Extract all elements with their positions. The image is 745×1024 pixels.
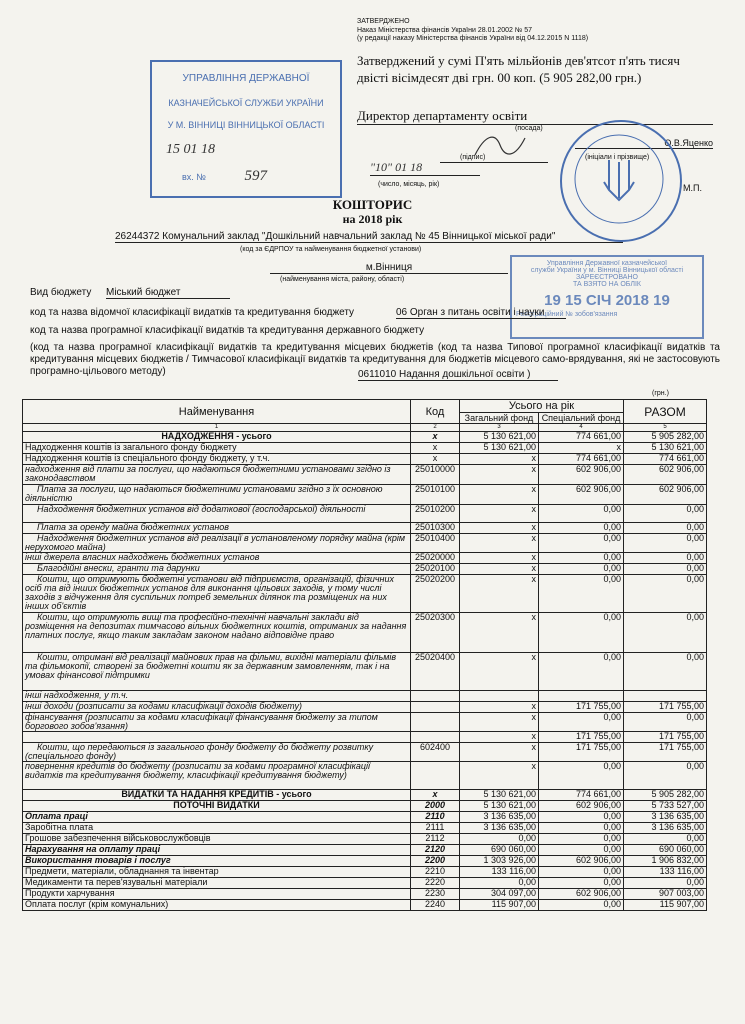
cell-t: 602 906,00 [624,485,707,505]
cell-g: 304 097,00 [460,889,539,900]
cell-t: 0,00 [624,575,707,613]
cell-code [411,713,460,732]
cell-code [411,691,460,702]
cell-name: Кошти, що отримують бюджетні установи від підприємств, організацій, фізичних осіб та від інших бюджетних установ для виконання цільових заходів, у тому числі заходів з відчуження для суспільних потреб земельних ділянок та розміщених на них інших об'єктів [23,575,411,613]
cell-code: х [411,454,460,465]
col-header-name: Найменування [23,400,411,424]
cell-s: 0,00 [539,613,624,653]
cell-s: 171 755,00 [539,732,624,743]
cell-g: 5 130 621,00 [460,801,539,812]
cell-code: 2111 [411,823,460,834]
cell-t: 0,00 [624,505,707,523]
treasury-stamp-line2: КАЗНАЧЕЙСЬКОЇ СЛУЖБИ УКРАЇНИ [168,98,324,108]
cell-code: 25010300 [411,523,460,534]
cell-code: 2000 [411,801,460,812]
cell-g: х [460,523,539,534]
treasury-stamp-date: 15 01 18 [166,142,215,157]
dept-classification-value: 06 Орган з питань освіти і науки [396,307,566,319]
cell-g: х [460,575,539,613]
cell-s: 0,00 [539,553,624,564]
col-header-general: Загальний фонд [460,413,539,424]
approval-title: ЗАТВЕРДЖЕНО [357,18,410,25]
cell-name: інші джерела власних надходжень бюджетних установ [23,553,411,564]
cell-code: 602400 [411,743,460,762]
cell-code: 25010000 [411,465,460,485]
cell-s: 602 906,00 [539,801,624,812]
cell-t: 0,00 [624,613,707,653]
cell-t: 0,00 [624,762,707,790]
cell-name: Нарахування на оплату праці [23,845,411,856]
registration-stamp [510,255,704,339]
cell-t: 602 906,00 [624,465,707,485]
treasury-stamp [150,60,342,198]
cell-g: 3 136 635,00 [460,812,539,823]
document-title: КОШТОРИС [332,197,413,212]
cell-t: 171 755,00 [624,702,707,713]
table-row [23,553,707,564]
cell-g: 5 130 621,00 [460,443,539,454]
cell-s: 774 661,00 [539,432,624,443]
table-row [23,823,707,834]
cell-code: 2210 [411,867,460,878]
num-cell: 5 [624,424,707,432]
cell-name: Заробітна плата [23,823,411,834]
table-row [23,564,707,575]
cell-t: 171 755,00 [624,743,707,762]
treasury-stamp-line3: У М. ВІННИЦІ ВІННИЦЬКОЇ ОБЛАСТІ [167,120,325,130]
local-classification-value: 0611010 Надання дошкільної освіти ) [358,369,558,381]
cell-s: 171 755,00 [539,743,624,762]
cell-g: х [460,465,539,485]
table-row [23,856,707,867]
cell-name: Медикаменти та перев'язувальні матеріали [23,878,411,889]
cell-code: 2240 [411,900,460,911]
cell-g: 0,00 [460,878,539,889]
cell-name: Кошти, отримані від реалізації майнових прав на фільми, вихідні матеріали фільмів та фільмокопії, створені за бюджетні кошти як за державним замовленням, так і на умовах фінансової підтримки [23,653,411,691]
seal-place: М.П. [683,183,702,193]
cell-name: Надходження бюджетних установ від реалізації в установленому порядку майна (крім нерухомого майна) [23,534,411,553]
table-row [23,443,707,454]
table-row [23,485,707,505]
cell-g: х [460,564,539,575]
treasury-stamp-num: 597 [244,168,267,184]
cell-s: 0,00 [539,762,624,790]
cell-t: 171 755,00 [624,732,707,743]
cell-name: Плата за послуги, що надаються бюджетними установами згідно з їх основною діяльністю [23,485,411,505]
cell-t: 3 136 635,00 [624,812,707,823]
registration-stamp-footer: Реєстраційний № зобов'язання [516,311,618,318]
cell-g: х [460,743,539,762]
cell-name: Надходження коштів із спеціального фонду бюджету, у т.ч. [23,454,411,465]
cell-g: х [460,713,539,732]
cell-s: 0,00 [539,713,624,732]
num-cell: 2 [411,424,460,432]
cell-s: 0,00 [539,867,624,878]
cell-g: 3 136 635,00 [460,823,539,834]
num-cell: 4 [539,424,624,432]
cell-t: 5 905 282,00 [624,790,707,801]
cell-g: 5 130 621,00 [460,432,539,443]
table-row [23,653,707,691]
cell-code: 25020100 [411,564,460,575]
city-name: м.Вінниця [270,262,508,274]
cell-s: 602 906,00 [539,485,624,505]
cell-code: 25020300 [411,613,460,653]
approval-order-line1: Наказ Міністерства фінансів України 28.01.2002 № 57 [357,27,533,34]
cell-name: Оплата послуг (крім комунальних) [23,900,411,911]
cell-s: 0,00 [539,575,624,613]
table-row [23,900,707,911]
cell-s: 0,00 [539,653,624,691]
cell-name: Надходження бюджетних установ від додаткової (господарської) діяльності [23,505,411,523]
cell-t: 907 003,00 [624,889,707,900]
table-row [23,790,707,801]
document-subtitle: на 2018 рік [342,212,403,226]
cell-t: 0,00 [624,713,707,732]
cell-t: 1 906 832,00 [624,856,707,867]
cell-t: 0,00 [624,523,707,534]
registration-stamp-date: 19 15 СІЧ 2018 19 [544,292,670,309]
budget-type: Міський бюджет [106,287,230,299]
cell-code [411,732,460,743]
table-row [23,801,707,812]
city-caption: (найменування міста, району, області) [280,276,405,283]
program-classification-label: код та назва програмної класифікації видатків та кредитування державного бюджету [30,325,425,336]
currency-unit: (грн.) [652,390,669,397]
cell-t [624,691,707,702]
cell-name: інші надходження, у т.ч. [23,691,411,702]
cell-name: Надходження коштів із загального фонду бюджету [23,443,411,454]
estimate-table [22,399,707,911]
cell-code: 25020400 [411,653,460,691]
dept-classification-label: код та назва відомчої класифікації видатків та кредитування бюджету [30,307,355,318]
local-classification-label: (код та назва програмної класифікації видатків та кредитування місцевих бюджетів (код та назва Типової програмної класифікації видатків та кредитування місцевих бюджетів / Тимчасової класифікації видатків та кредитування для бюджетів місцевого само-врядування, які не застосовують програмно-цільового методу) [30,342,720,377]
table-row [23,845,707,856]
treasury-stamp-num-label: вх. № [182,172,206,182]
cell-name: Оплата праці [23,812,411,823]
cell-s: 0,00 [539,900,624,911]
cell-t: 5 733 527,00 [624,801,707,812]
col-header-total-year: Усього на рік [460,400,624,413]
table-row [23,889,707,900]
date-caption: (число, місяць, рік) [378,181,440,188]
cell-s: 774 661,00 [539,454,624,465]
num-cell: 3 [460,424,539,432]
registration-stamp-line4: ТА ВЗЯТО НА ОБЛІК [573,281,641,288]
cell-code: 2110 [411,812,460,823]
cell-code: 25010400 [411,534,460,553]
cell-g: х [460,454,539,465]
cell-t: 0,00 [624,564,707,575]
cell-g [460,691,539,702]
treasury-stamp-line1: УПРАВЛІННЯ ДЕРЖАВНОЇ [182,73,310,84]
cell-s: 0,00 [539,812,624,823]
cell-s: 0,00 [539,534,624,553]
table-row [23,465,707,485]
registration-stamp-line3: ЗАРЕЄСТРОВАНО [576,274,638,281]
registration-stamp-line2: служби України у м. Вінниці Вінницької області [530,267,684,274]
table-row [23,762,707,790]
table-row [23,523,707,534]
cell-code: 25020200 [411,575,460,613]
position-caption: (посада) [515,125,543,132]
cell-name: Продукти харчування [23,889,411,900]
cell-code: х [411,443,460,454]
cell-t: 3 136 635,00 [624,823,707,834]
table-row [23,432,707,443]
organization-name: 26244372 Комунальний заклад "Дошкільний навчальний заклад № 45 Вінницької міської ради" [115,231,623,243]
cell-g: 0,00 [460,834,539,845]
cell-s: х [539,443,624,454]
cell-name [23,732,411,743]
col-header-special: Спеціальний фонд [539,413,624,424]
name-caption: (ініціали і прізвище) [585,154,650,161]
cell-code: х [411,432,460,443]
cell-name: ПОТОЧНІ ВИДАТКИ [23,801,411,812]
table-row [23,713,707,732]
cell-code: 2230 [411,889,460,900]
cell-s: 0,00 [539,834,624,845]
signature-caption: (підпис) [460,154,486,161]
table-row [23,702,707,713]
cell-s: 0,00 [539,823,624,834]
cell-t: 690 060,00 [624,845,707,856]
table-row [23,812,707,823]
cell-s: 171 755,00 [539,702,624,713]
cell-name: Кошти, що передаються із загального фонду бюджету до бюджету розвитку (спеціального фонду) [23,743,411,762]
budget-type-label: Вид бюджету [30,287,92,298]
cell-g: 1 303 926,00 [460,856,539,867]
cell-g: х [460,613,539,653]
cell-s [539,691,624,702]
num-cell: 1 [23,424,411,432]
cell-name: інші доходи (розписати за кодами класифікації доходів бюджету) [23,702,411,713]
cell-s: 0,00 [539,523,624,534]
table-row [23,743,707,762]
cell-name: Кошти, що отримують вищі та професійно-технічні навчальні заклади від розміщення на депозитах тимчасово вільних бюджетних коштів, отриманих за надання платних послуг, якщо таким закладам законом надано відповідне право [23,613,411,653]
cell-code [411,702,460,713]
cell-g: х [460,534,539,553]
cell-g: х [460,505,539,523]
cell-code: 2200 [411,856,460,867]
cell-s: 0,00 [539,505,624,523]
cell-name: повернення кредитів до бюджету (розписати за кодами програмної класифікації видатків та кредитування бюджету, класифікації кредитування бюджету) [23,762,411,790]
col-header-code: Код [411,400,460,424]
cell-name: надходження від плати за послуги, що надаються бюджетними установами згідно із законодавством [23,465,411,485]
cell-g: х [460,762,539,790]
cell-t: 0,00 [624,534,707,553]
cell-g: х [460,653,539,691]
approver-name: О.В.Яценко [575,138,713,149]
cell-s: 0,00 [539,878,624,889]
cell-code [411,762,460,790]
registration-stamp-line1: Управління Державної казначейської [546,260,668,267]
approval-order-line2: (у редакції наказу Міністерства фінансів України від 04.12.2015 N 1118) [357,35,589,42]
cell-g: 690 060,00 [460,845,539,856]
cell-name: Предмети, матеріали, обладнання та інвентар [23,867,411,878]
cell-t: 0,00 [624,834,707,845]
cell-name: НАДХОДЖЕННЯ - усього [23,432,411,443]
cell-g: 5 130 621,00 [460,790,539,801]
cell-code: х [411,790,460,801]
cell-t: 0,00 [624,653,707,691]
cell-name: Благодійні внески, гранти та дарунки [23,564,411,575]
cell-code: 2220 [411,878,460,889]
cell-g: 133 116,00 [460,867,539,878]
cell-name: фінансування (розписати за кодами класифікації фінансування бюджету за типом боргового зобов'язання) [23,713,411,732]
cell-g: 115 907,00 [460,900,539,911]
cell-s: 0,00 [539,845,624,856]
cell-g: х [460,732,539,743]
table-row [23,505,707,523]
approved-amount-text: Затверджений у сумі П'ять мільйонів дев'ятсот п'ять тисяч двісті вісімдесят дві грн. 00 коп. (5 905 282,00 грн.) [357,53,680,85]
col-header-total: РАЗОМ [624,400,707,424]
cell-name: ВИДАТКИ ТА НАДАННЯ КРЕДИТІВ - усього [23,790,411,801]
cell-name: Грошове забезпечення військовослужбовців [23,834,411,845]
approver-position: Директор департаменту освіти [357,108,713,125]
table-row [23,878,707,889]
cell-name: Використання товарів і послуг [23,856,411,867]
table-row [23,732,707,743]
cell-g: х [460,553,539,564]
cell-s: 602 906,00 [539,856,624,867]
cell-s: 774 661,00 [539,790,624,801]
cell-t: 115 907,00 [624,900,707,911]
table-row [23,691,707,702]
cell-code: 2120 [411,845,460,856]
table-row [23,575,707,613]
cell-code: 25020000 [411,553,460,564]
table-row [23,867,707,878]
organization-caption: (код за ЄДРПОУ та найменування бюджетної установи) [240,246,422,253]
cell-t: 774 661,00 [624,454,707,465]
cell-s: 0,00 [539,564,624,575]
cell-t: 5 905 282,00 [624,432,707,443]
cell-t: 0,00 [624,553,707,564]
cell-g: х [460,485,539,505]
cell-s: 602 906,00 [539,889,624,900]
cell-name: Плата за оренду майна бюджетних установ [23,523,411,534]
cell-code: 25010100 [411,485,460,505]
table-row [23,834,707,845]
cell-t: 5 130 621,00 [624,443,707,454]
cell-g: х [460,702,539,713]
cell-t: 0,00 [624,878,707,889]
cell-s: 602 906,00 [539,465,624,485]
cell-code: 25010200 [411,505,460,523]
cell-code: 2112 [411,834,460,845]
cell-t: 133 116,00 [624,867,707,878]
table-row [23,534,707,553]
approval-date: "10" 01 18 [370,160,480,176]
table-row [23,454,707,465]
table-row [23,613,707,653]
